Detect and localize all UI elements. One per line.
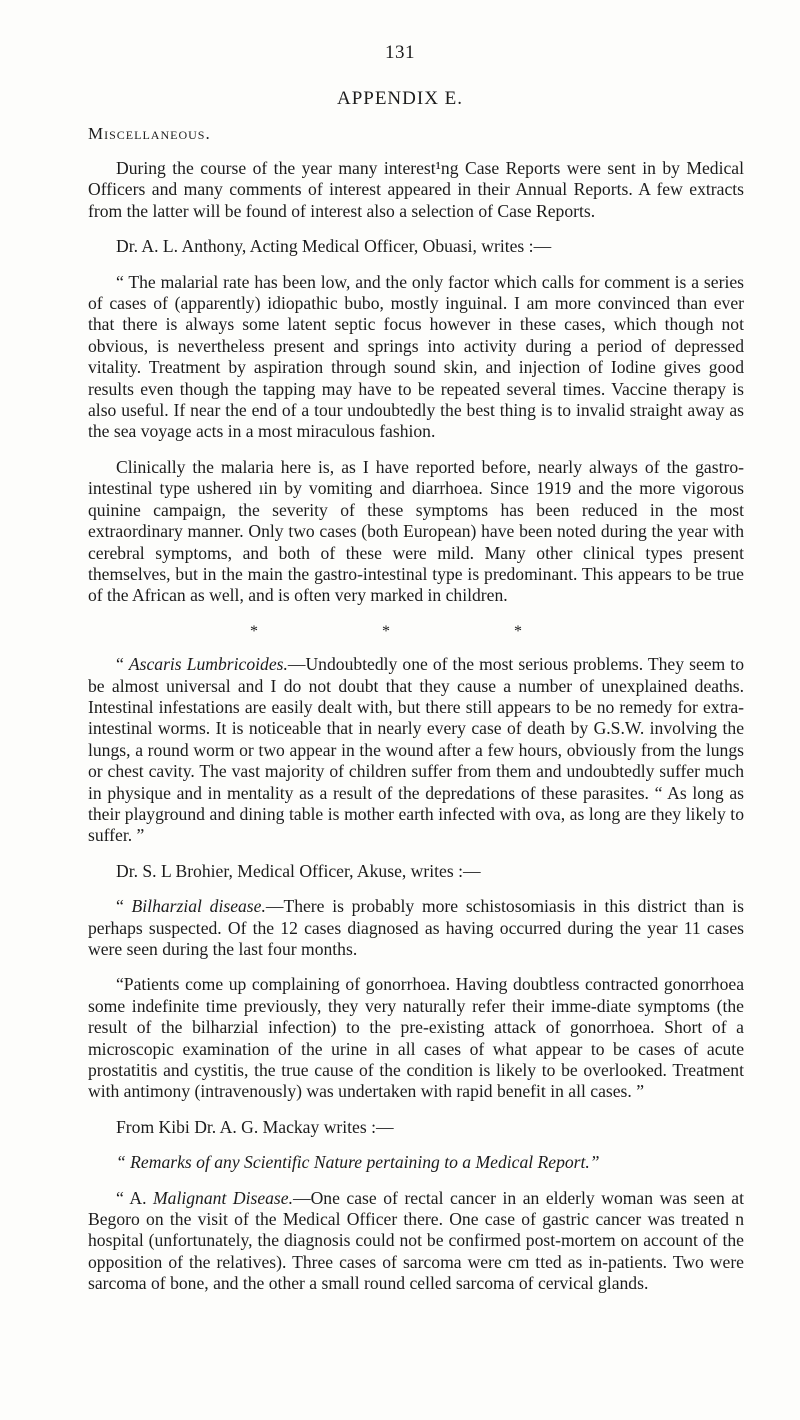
anthony-clinical-paragraph: Clinically the malaria here is, as I have reported before, nearly always of the gastro-intestinal type ushered ıin by vomiting and diarrhoea. Since 1919 and the more vigorous quinine campaign, the severity of these symptoms has been reduced in the most extraordinary manner. Only two cases (both European) have been noted during the year with cerebral symptoms, and both of these were mild. Many other clinical types present themselves, but in the main the gastro-intestinal type is predominant. This appears to be true of the African as well, and is often very marked in children. — [88, 456, 744, 606]
ascaris-paragraph — [88, 654, 744, 847]
ascaris-open-quote: “ — [116, 654, 129, 675]
mackay-attribution: From Kibi Dr. A. G. Mackay writes :— — [116, 1116, 394, 1137]
bilharzial-open-quote: “ — [116, 896, 132, 917]
remarks-heading: “ Remarks of any Scientific Nature pertaining to a Medical Report.” — [116, 1152, 600, 1173]
body-text — [88, 158, 744, 1309]
anthony-attribution: Dr. A. L. Anthony, Acting Medical Officer, Obuasi, writes :— — [116, 236, 552, 257]
brohier-attribution: Dr. S. L Brohier, Medical Officer, Akuse, writes :— — [116, 860, 481, 881]
intro-paragraph: During the course of the year many interest¹ng Case Reports were sent in by Medical Officers and many comments of interest appeared in their Annual Reports. A few extracts from the latter will be found of interest also a selection of Case Reports. — [88, 158, 744, 221]
anthony-malaria-paragraph: “ The malarial rate has been low, and the only factor which calls for comment is a series of cases of (apparently) idiopathic bubo, mostly inguinal. I am more convinced than ever that there is always some latent septic focus however in these cases, which though not obvious, is nevertheless present and springs into activity during a period of depressed vitality. Treatment by aspiration through sound skin, and injection of Iodine gives good results even though the tapping may have to be repeated several times. Vaccine therapy is also useful. If near the end of a tour undoubtedly the best thing is to invalid straight away as the sea voyage acts in a most miraculous fashion. — [88, 271, 744, 442]
malignant-title: Malignant Disease. — [153, 1187, 293, 1208]
bilharzial-title: Bilharzial disease. — [131, 896, 266, 917]
bilharzial-body: —There is probably more schistosomiasis in this district than is perhaps suspected. Of the 12 cases diagnosed as having occurred during the year 11 cases were seen during the last four months. — [88, 896, 744, 959]
section-separator: * * * — [250, 622, 582, 640]
appendix-title: APPENDIX E. — [336, 88, 464, 109]
patients-paragraph: “Patients come up complaining of gonorrhoea. Having doubtless contracted gonorrhoea some indefinite time previously, they very naturally refer their imme-diate symptoms (the result of the bilharzial infection) to the pre-existing attack of gonorrhoea. Short of a microscopic examination of the urine in all cases of what appear to be cases of acute prostatitis and cystitis, the true cause of the condition is likely to be overlooked. Treatment with antimony (intravenously) was undertaken with rapid benefit in all cases. ” — [88, 974, 744, 1102]
malignant-body: —One case of rectal cancer in an elderly woman was seen at Begoro on the visit of the Medical Officer there. One case of gastric cancer was treated n hospital (unfortunately, the diagnosis could not be confirmed post-mortem on account of the opposition of the relatives). Three cases of sarcoma were cm tted as in-patients. Two were sarcoma of bone, and the other a small round celled sarcoma of cervical glands. — [88, 1187, 744, 1294]
malignant-paragraph — [88, 1188, 744, 1295]
ascaris-body: —Undoubtedly one of the most serious problems. They seem to be almost universal and I do not doubt that they cause a number of unexplained deaths. Intestinal infestations are easily dealt with, but there still appears to be no remedy for extra-intestinal worms. It is noticeable that in nearly every case of death by G.S.W. involving the lungs, a round worm or two appear in the wound after a few hours, obviously from the lungs or chest cavity. The vast majority of children suffer from them and undoubtedly suffer much in physique and in mentality as a result of the depredations of these parasites. “ As long as their playground and dining table is mother earth infected with ova, as long are they likely to suffer. ” — [88, 654, 744, 846]
bilharzial-paragraph — [88, 896, 744, 960]
page-number: 131 — [385, 42, 415, 63]
malignant-open-quote: “ A. — [116, 1187, 154, 1208]
section-heading: Miscellaneous. — [88, 124, 211, 143]
ascaris-title: Ascaris Lumbricoides. — [128, 654, 288, 675]
